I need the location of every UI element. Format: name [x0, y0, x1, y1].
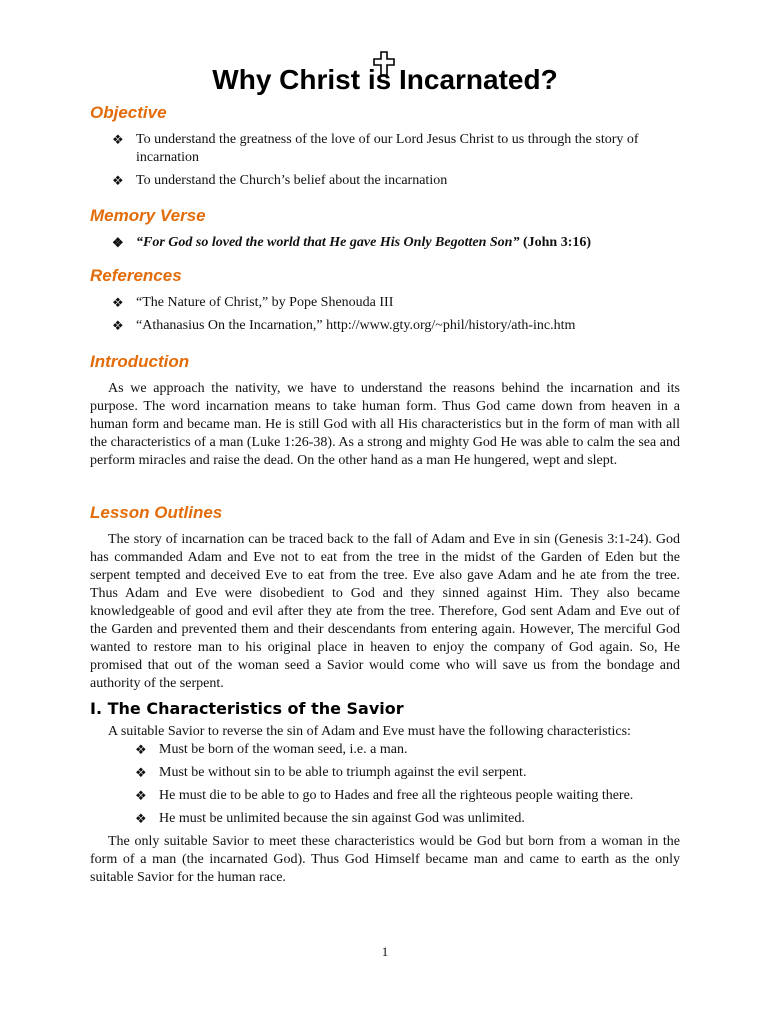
diamond-bullet-icon: ❖	[112, 295, 124, 310]
lesson-outlines-heading: Lesson Outlines	[90, 503, 223, 522]
references-heading: References	[90, 266, 182, 285]
diamond-bullet-icon: ❖	[112, 235, 124, 250]
memory-verse-list	[112, 234, 682, 257]
introduction-paragraph: As we approach the nativity, we have to understand the reasons behind the incarnation and its purpose. The word incarnation means to take human form. Thus God came down from heaven in a human form and became man. He is still God with all His characteristics but in the form of man with all the characteristics of a man (Luke 1:26-38). As a strong and mighty God He was able to calm the sea and perform miracles and raise the dead. On the other hand as a man He hungered, wept and slept.	[90, 381, 680, 468]
list-item: ❖ “The Nature of Christ,” by Pope Shenouda III	[112, 295, 394, 310]
diamond-bullet-icon: ❖	[135, 811, 147, 826]
list-item: ❖ To understand the Church’s belief about the incarnation	[112, 173, 448, 188]
diamond-bullet-icon: ❖	[112, 318, 124, 333]
section-intro-paragraph: A suitable Savior to reverse the sin of Adam and Eve must have the following characteristics:	[108, 724, 631, 739]
diamond-bullet-icon: ❖	[135, 765, 147, 780]
diamond-bullet-icon: ❖	[112, 173, 124, 188]
page-title: Why Christ is Incarnated?	[212, 64, 558, 95]
memory-verse-heading: Memory Verse	[90, 206, 206, 225]
section-heading: I. The Characteristics of the Savior	[90, 699, 404, 718]
list-item: ❖ Must be without sin to be able to triumph against the evil serpent.	[135, 765, 527, 780]
lesson-outlines-paragraph: The story of incarnation can be traced back to the fall of Adam and Eve in sin (Genesis 3:1-24). God has commanded Adam and Eve not to eat from the tree in the midst of the Garden of Eden but the serpent tempted and deceived Eve to eat from the tree. Eve also gave Adam and he ate from the tree. Thus Adam and Eve were disobedient to God and they sinned against Him. They also became knowledgeable of good and evil after they ate from the tree. Therefore, God sent Adam and Eve out of the Garden and prevented them and their descendants from entering again. However, The merciful God wanted to restore man to his original place in heaven to enjoy the company of God again. So, He promised that out of the woman seed a Savior would come who will save us from the bondage and authority of the serpent.	[90, 532, 680, 691]
list-item: ❖ He must die to be able to go to Hades and free all the righteous people waiting there.	[135, 788, 634, 803]
introduction-heading: Introduction	[90, 352, 190, 371]
diamond-bullet-icon: ❖	[135, 742, 147, 757]
objective-heading: Objective	[90, 103, 167, 122]
diamond-bullet-icon: ❖	[135, 788, 147, 803]
list-item: ❖ He must be unlimited because the sin against God was unlimited.	[135, 811, 525, 826]
memory-verse-text: “For God so loved the world that He gave His Only Begotten Son”	[136, 235, 520, 250]
objective-list	[112, 131, 682, 195]
page-number: 1	[381, 944, 389, 959]
list-item: ❖ To understand the greatness of the love of our Lord Jesus Christ to us through the story of incarnation	[112, 132, 639, 165]
list-item: ❖ Must be born of the woman seed, i.e. a man.	[135, 742, 408, 757]
list-item	[112, 234, 682, 252]
references-list	[112, 294, 682, 340]
memory-verse-reference: (John 3:16)	[519, 235, 592, 250]
list-item: ❖ “Athanasius On the Incarnation,” http://www.gty.org/~phil/history/ath-inc.htm	[112, 318, 576, 333]
section-conclusion-paragraph: The only suitable Savior to meet these characteristics would be God but born from a woman in the form of a man (the incarnated God). Thus God Himself became man and came to earth as the only suitable Savior for the human race.	[90, 834, 680, 885]
diamond-bullet-icon: ❖	[112, 132, 124, 147]
savior-characteristics-list	[135, 741, 680, 833]
